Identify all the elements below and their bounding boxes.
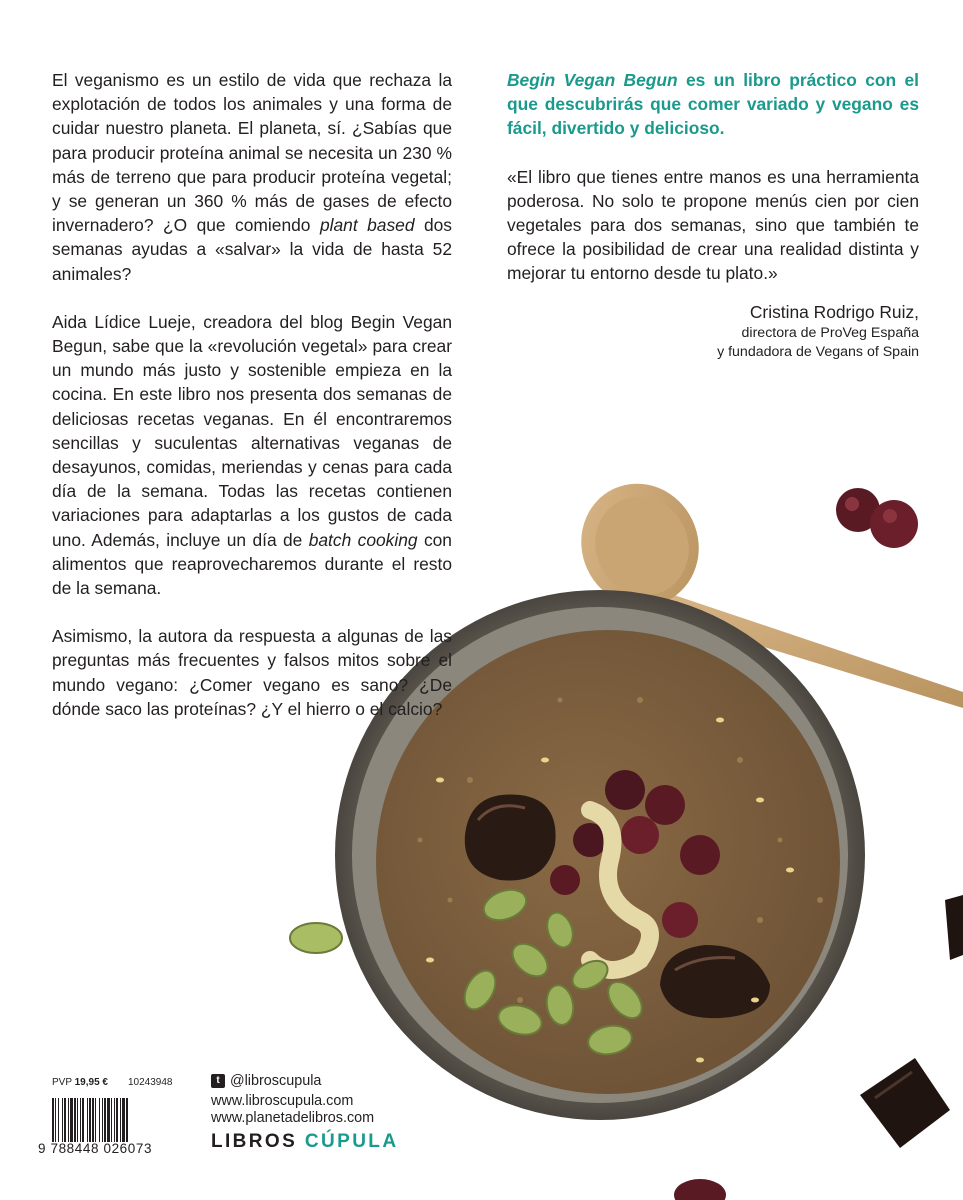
cranberries-garnish (836, 488, 918, 548)
barcode-bar (77, 1098, 78, 1142)
author-paragraph (52, 310, 452, 600)
product-code: 10243948 (128, 1077, 173, 1088)
barcode-bar (68, 1098, 69, 1142)
barcode-bar (52, 1098, 54, 1142)
chocolate-piece (945, 895, 963, 960)
barcode-bar (122, 1098, 125, 1142)
twitter-handle[interactable] (211, 1073, 321, 1089)
barcode-bar (64, 1098, 66, 1142)
intro-italic: plant based (319, 215, 415, 236)
teaser-paragraph (507, 68, 919, 141)
author-text: Aida Lídice Lueje, creadora del blog Begin Vegan Begun, sabe que la «revolución vegetal» para crear un mundo más justo y sostenible empieza en la cocina. En este libro nos presenta dos semanas de deliciosas recetas veganas. En él encontraremos sencillas y suculentas alternativas veganas de desayunos, comidas, meriendas y cenas para cada día de la semana. Todas las recetas contienen variaciones para adaptarlas a los gustos de cada uno. Además, incluye un día de (52, 311, 452, 550)
book-title: Begin Vegan Begun (507, 70, 678, 90)
isbn-number: 9 788448 026073 (38, 1141, 153, 1156)
signature-name: Cristina Rodrigo Ruiz, (749, 301, 919, 322)
intro-paragraph (52, 68, 452, 286)
barcode-bar (58, 1098, 59, 1142)
intro-text-end: dos semanas ayudas a «salvar» la vida de hasta 52 animales? (52, 215, 452, 284)
barcode-bar (74, 1098, 76, 1142)
barcode-bar (116, 1098, 118, 1142)
barcode-bar (70, 1098, 73, 1142)
barcode-bar (62, 1098, 63, 1142)
description-column (52, 68, 452, 745)
barcode-bar (89, 1098, 91, 1142)
signature-role: y fundadora de Vegans of Spain (717, 343, 919, 360)
barcode-bar (107, 1098, 110, 1142)
signature-role: directora de ProVeg España (741, 324, 919, 341)
highlights-column (507, 68, 919, 362)
price-value: 19,95 € (74, 1077, 108, 1088)
author-text-end: con alimentos que reaprovecharemos durante el resto de la semana. (52, 529, 452, 599)
barcode-bar (104, 1098, 106, 1142)
logo-word-1: LIBROS (211, 1131, 298, 1152)
barcode-bar (126, 1098, 128, 1142)
barcode-bar (95, 1098, 96, 1142)
barcode-icon (52, 1098, 173, 1142)
author-italic: batch cooking (308, 529, 418, 550)
barcode-bar (114, 1098, 115, 1142)
teaser-text: es un libro práctico con el que descubrirás que comer variado y vegano es fácil, divertido y delicioso. (507, 70, 919, 139)
barcode-bar (55, 1098, 56, 1142)
faq-paragraph: Asimismo, la autora da respuesta a algunas de las preguntas más frecuentes y falsos mitos sobre el mundo vegano: ¿Comer vegano es sano? ¿De dónde saco las proteínas? ¿Y el hierro o el calcio? (52, 626, 452, 719)
chocolate-piece (860, 1058, 950, 1148)
intro-text: El veganismo es un estilo de vida que rechaza la explotación de todos los animales y una forma de cuidar nuestro planeta. El planeta, sí. ¿Sabías que para producir proteína animal se necesita un 230 % más de terreno que para producir proteína vegetal; y se generan un 360 % más de gases de efecto invernadero? ¿O que comiendo (52, 70, 452, 236)
twitter-handle-text: @libroscupula (230, 1073, 322, 1089)
pvp-label: PVP (52, 1077, 72, 1088)
barcode-bar (92, 1098, 94, 1142)
barcode-bar (99, 1098, 100, 1142)
barcode-bar (102, 1098, 103, 1142)
barcode-bar (82, 1098, 84, 1142)
quote-paragraph: «El libro que tienes entre manos es una herramienta poderosa. No solo te propone menús cien por cien vegetales para dos semanas, sino que también te ofrece la posibilidad de crear una realidad distinta y mejorar tu entorno desde tu plato.» (507, 166, 919, 284)
barcode-bar (120, 1098, 121, 1142)
publisher-logo (211, 1131, 398, 1153)
logo-word-2: CÚPULA (304, 1131, 399, 1152)
barcode-bar (80, 1098, 81, 1142)
twitter-icon: t (211, 1074, 225, 1088)
cranberry (674, 1179, 726, 1200)
loose-pistachio (290, 923, 342, 953)
planeta-website[interactable]: www.planetadelibros.com (211, 1110, 375, 1126)
quote-signature (507, 300, 919, 362)
price-label (52, 1077, 108, 1088)
barcode-bar (87, 1098, 88, 1142)
publisher-website[interactable]: www.libroscupula.com (211, 1093, 354, 1109)
barcode-bar (111, 1098, 112, 1142)
